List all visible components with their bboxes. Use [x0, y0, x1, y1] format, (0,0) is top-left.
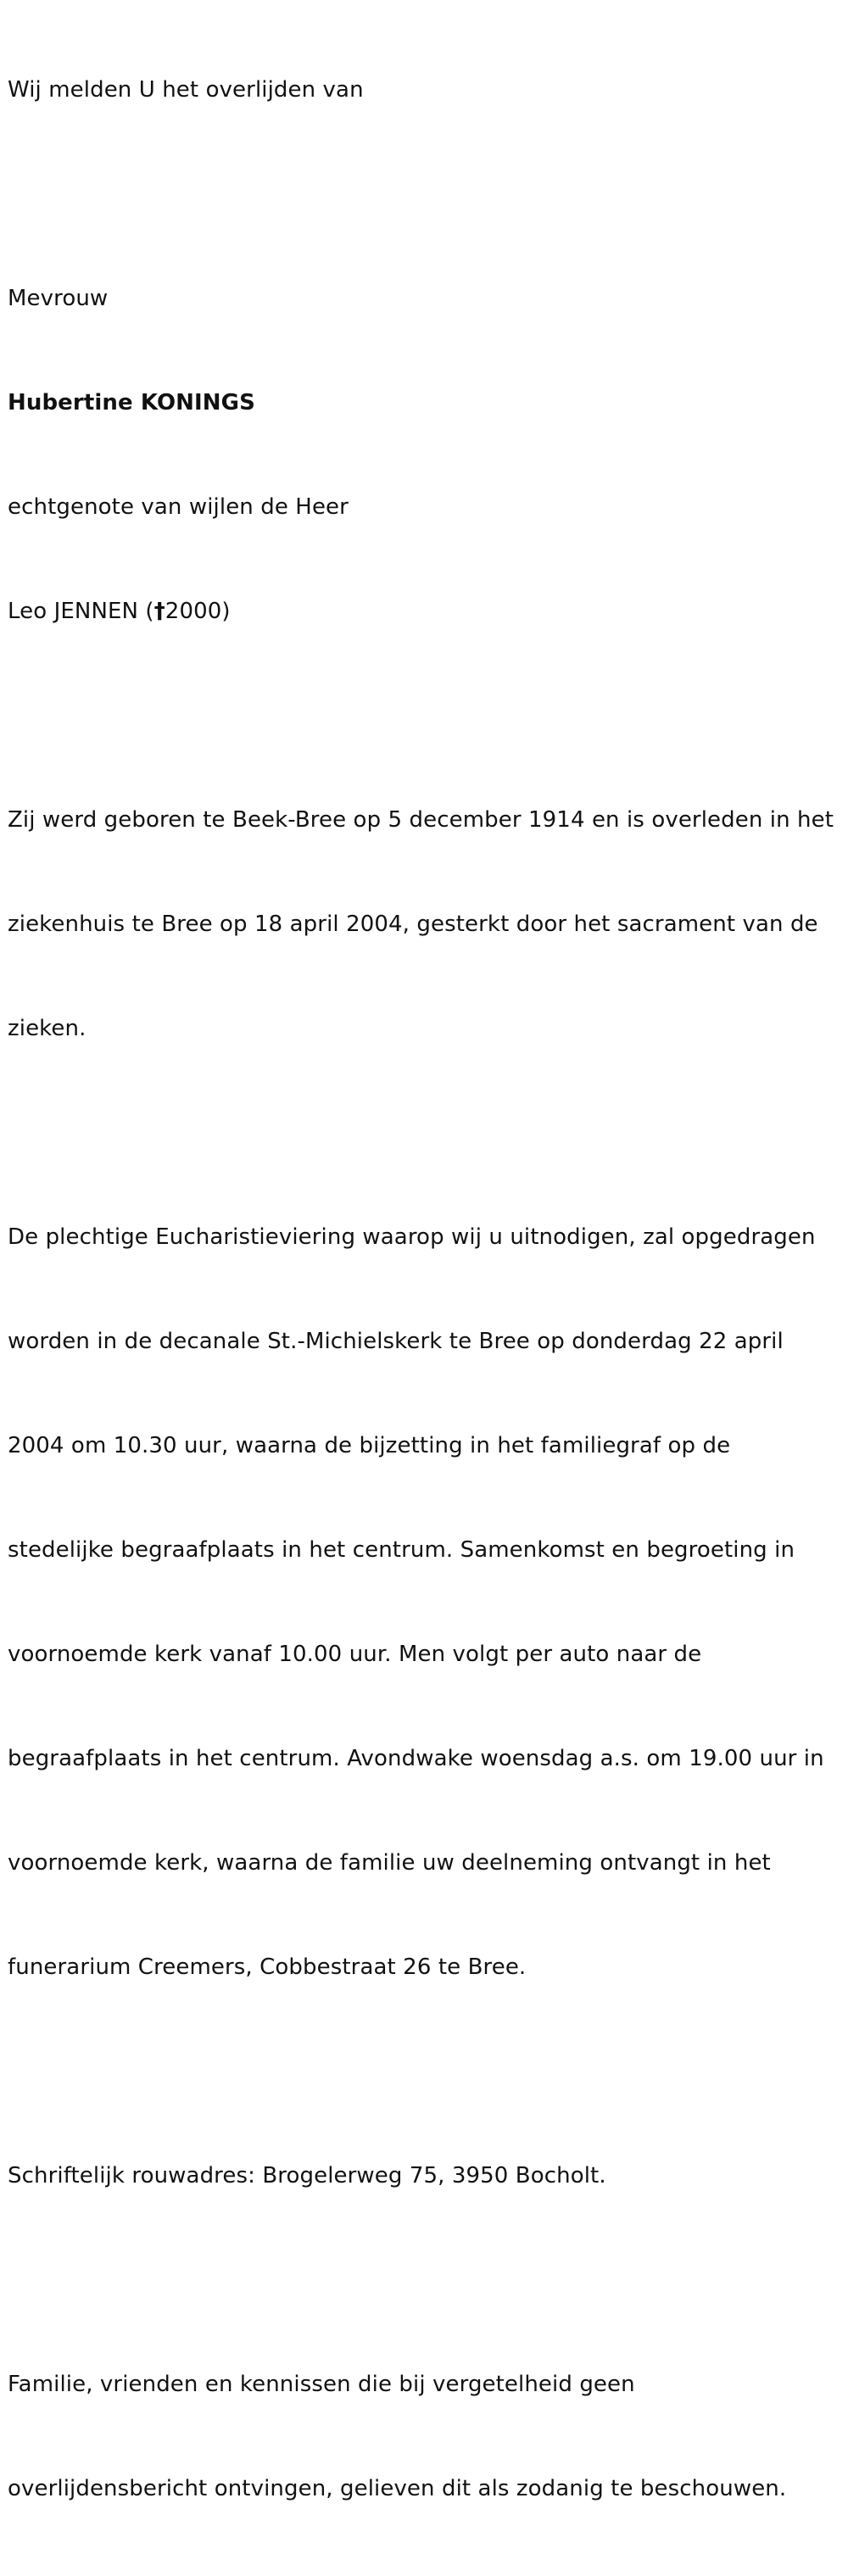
cross-dagger-icon: † [153, 599, 165, 624]
deceased-identity-block [8, 212, 836, 699]
life-line-2: ziekenhuis te Bree op 18 april 2004, gesterkt door het sacrament van de [8, 912, 818, 937]
closing-line-1: Familie, vrienden en kennissen die bij vergetelheid geen [8, 2372, 635, 2397]
deceased-name: Hubertine KONINGS [8, 390, 255, 415]
service-details-block [8, 1151, 836, 2055]
service-line-8: funerarium Creemers, Cobbestraat 26 te Bree. [8, 1954, 527, 1980]
service-line-3: 2004 om 10.30 uur, waarna de bijzetting in het familiegraf op de [8, 1433, 731, 1458]
spouse-relation-text: echtgenote van wijlen de Heer [8, 494, 349, 520]
announcement-intro-text: Wij melden U het overlijden van [8, 77, 364, 103]
life-line-1: Zij werd geboren te Beek-Bree op 5 december 1914 en is overleden in het [8, 807, 834, 833]
spouse-name-prefix: Leo JENNEN ( [8, 599, 154, 624]
service-line-5: voornoemde kerk vanaf 10.00 uur. Men volgt per auto naar de [8, 1642, 702, 1667]
service-line-2: worden in de decanale St.-Michielskerk te Bree op donderdag 22 april [8, 1329, 784, 1354]
closing-note-block [8, 2298, 836, 2576]
service-line-1: De plechtige Eucharistieviering waarop wij u uitnodigen, zal opgedragen [8, 1224, 816, 1250]
condolence-address-block [8, 2089, 836, 2263]
service-line-4: stedelijke begraafplaats in het centrum. Samenkomst en begroeting in [8, 1537, 795, 1563]
service-line-6: begraafplaats in het centrum. Avondwake woensdag a.s. om 19.00 uur in [8, 1746, 824, 1771]
announcement-intro-block [8, 3, 836, 177]
condolence-address-line: Schriftelijk rouwadres: Brogelerweg 75, 3950 Bocholt. [8, 2163, 606, 2188]
service-line-7: voornoemde kerk, waarna de familie uw deelneming ontvangt in het [8, 1850, 771, 1876]
deceased-title: Mevrouw [8, 286, 109, 311]
spouse-name-line [8, 594, 836, 629]
spouse-name-suffix: ) [221, 599, 231, 624]
spouse-death-year: 2000 [165, 599, 222, 624]
closing-line-2: overlijdensbericht ontvingen, gelieven dit als zodanig te beschouwen. [8, 2476, 787, 2501]
life-details-block [8, 733, 836, 1116]
life-line-3: zieken. [8, 1016, 86, 1041]
